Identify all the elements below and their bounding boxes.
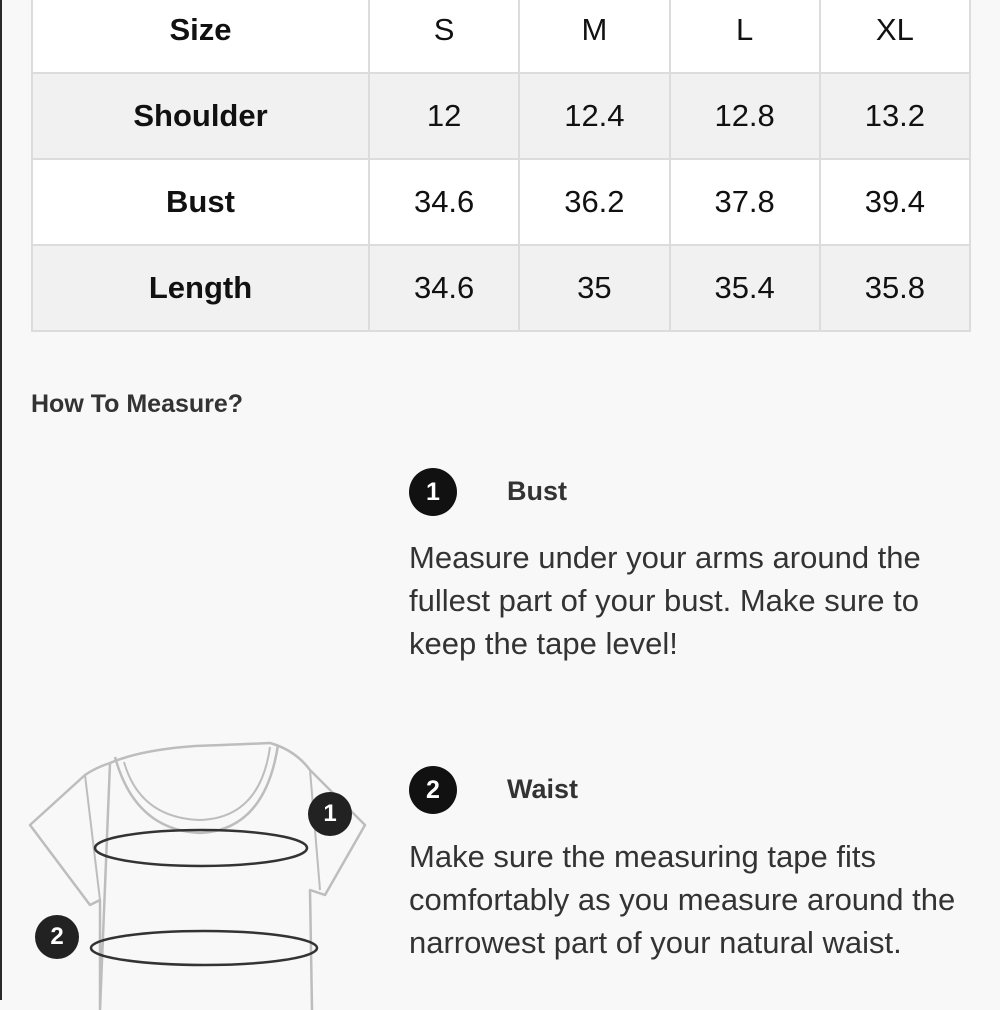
shirt-outline-icon bbox=[20, 730, 390, 1010]
waist-tape-line bbox=[91, 931, 317, 965]
table-cell: 12.8 bbox=[670, 73, 820, 159]
row-label: Bust bbox=[32, 159, 369, 245]
table-cell: 35 bbox=[519, 245, 669, 331]
table-cell: 13.2 bbox=[820, 73, 970, 159]
table-cell: 34.6 bbox=[369, 159, 519, 245]
table-cell: 12.4 bbox=[519, 73, 669, 159]
table-row bbox=[32, 245, 970, 331]
header-cell: XL bbox=[820, 0, 970, 73]
row-label: Shoulder bbox=[32, 73, 369, 159]
row-label: Length bbox=[32, 245, 369, 331]
diagram-marker-2: 2 bbox=[35, 915, 79, 959]
table-row bbox=[32, 73, 970, 159]
left-edge-divider bbox=[0, 0, 2, 1000]
size-chart-table bbox=[31, 0, 971, 332]
header-cell: S bbox=[369, 0, 519, 73]
step-title-bust: Bust bbox=[507, 476, 567, 506]
table-cell: 35.4 bbox=[670, 245, 820, 331]
bust-tape-line bbox=[95, 830, 307, 866]
table-header-row bbox=[32, 0, 970, 73]
diagram-marker-1: 1 bbox=[308, 792, 352, 836]
table-cell: 39.4 bbox=[820, 159, 970, 245]
table-cell: 12 bbox=[369, 73, 519, 159]
table-cell: 34.6 bbox=[369, 245, 519, 331]
header-cell: M bbox=[519, 0, 669, 73]
step-number-badge: 2 bbox=[409, 766, 457, 814]
table-row bbox=[32, 159, 970, 245]
step-number-badge: 1 bbox=[409, 468, 457, 516]
header-cell: L bbox=[670, 0, 820, 73]
table-cell: 36.2 bbox=[519, 159, 669, 245]
table-cell: 35.8 bbox=[820, 245, 970, 331]
table-cell: 37.8 bbox=[670, 159, 820, 245]
step-title-waist: Waist bbox=[507, 774, 579, 804]
step-description-waist: Make sure the measuring tape fits comfortably as you measure around the narrowest part of your natural waist. bbox=[409, 839, 956, 960]
step-description-bust: Measure under your arms around the fullest part of your bust. Make sure to keep the tape level! bbox=[409, 540, 921, 661]
how-to-measure-heading: How To Measure? bbox=[31, 390, 244, 418]
header-cell: Size bbox=[32, 0, 369, 73]
